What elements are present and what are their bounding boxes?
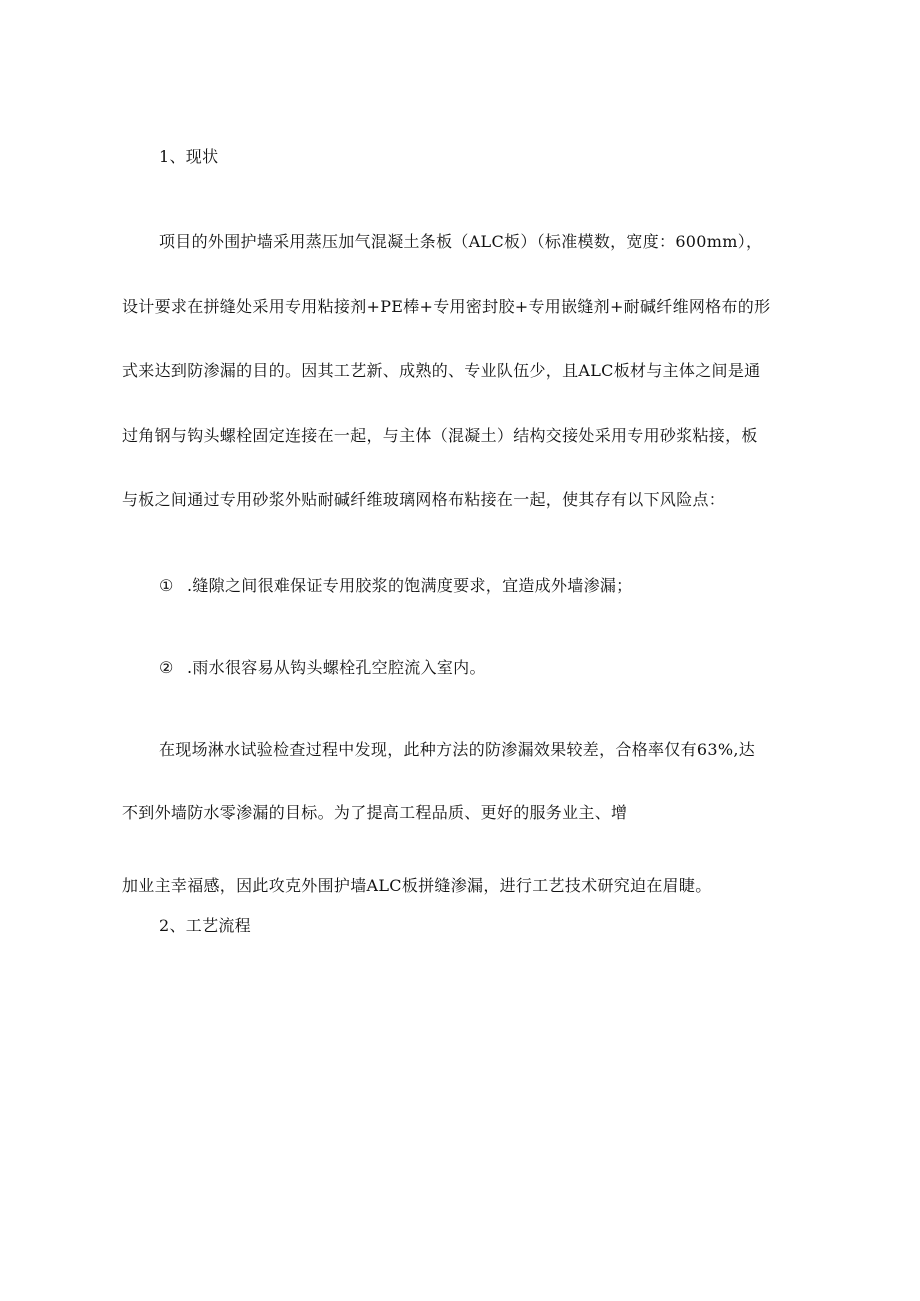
paragraph-2-line-1: 在现场淋水试验检查过程中发现，此种方法的防渗漏效果较差，合格率仅有63%,达: [159, 740, 756, 759]
paragraph-1-line-4: 过角钢与钩头螺栓固定连接在一起，与主体（混凝土）结构交接处采用专用砂浆粘接，板: [122, 426, 758, 445]
risk-item-1: [159, 576, 633, 596]
risk-item-2: [159, 658, 486, 678]
paragraph-1-line-5: 与板之间通过专用砂浆外贴耐碱纤维玻璃网格布粘接在一起，使其存有以下风险点：: [122, 490, 726, 509]
paragraph-1-line-3: 式来达到防渗漏的目的。因其工艺新、成熟的、专业队伍少，且ALC板材与主体之间是通: [122, 361, 761, 380]
paragraph-1-line-1: 项目的外围护墙采用蒸压加气混凝土条板（ALC板）（标准模数，宽度：600mm），: [159, 232, 763, 251]
paragraph-2-line-3: 加业主幸福感，因此攻克外围护墙ALC板拼缝渗漏，进行工艺技术研究迫在眉睫。: [122, 876, 712, 895]
section-2-heading: 2、工艺流程: [159, 916, 251, 935]
paragraph-1-line-2: 设计要求在拼缝处采用专用粘接剂+PE棒+专用密封胶+专用嵌缝剂+耐碱纤维网格布的形: [122, 297, 771, 316]
paragraph-2-line-2: 不到外墙防水零渗漏的目标。为了提高工程品质、更好的服务业主、增: [122, 803, 628, 822]
risk-item-1-marker: ①: [159, 576, 174, 595]
risk-item-2-marker: ②: [159, 658, 174, 677]
section-1-heading: 1、现状: [159, 147, 219, 166]
risk-item-2-text: .雨水很容易从钩头螺栓孔空腔流入室内。: [187, 658, 486, 677]
risk-item-1-text: .缝隙之间很难保证专用胶浆的饱满度要求，宜造成外墙渗漏；: [187, 576, 633, 595]
